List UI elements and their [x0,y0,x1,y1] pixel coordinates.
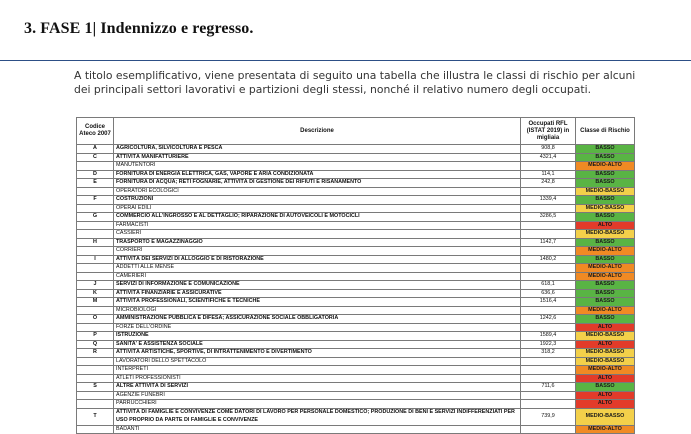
table-row [77,323,635,332]
header-occupied: Occupati RFL (ISTAT 2019) in migliaia [521,118,576,145]
cell-occupied [521,221,576,230]
table-row [77,187,635,196]
cell-ateco-code [77,264,114,273]
cell-risk-class: BASSO [576,289,635,298]
cell-risk-class: MEDIO-BASSO [576,332,635,341]
cell-ateco-code [77,204,114,213]
table-row [77,391,635,400]
cell-occupied [521,425,576,434]
cell-occupied: 1242,6 [521,315,576,324]
table-row [77,374,635,383]
cell-ateco-code [77,230,114,239]
cell-description: FORZE DELL'ORDINE [114,323,521,332]
cell-occupied: 3286,5 [521,213,576,222]
cell-description: OPERATORI ECOLOGICI [114,187,521,196]
table-row [77,204,635,213]
cell-ateco-code [77,272,114,281]
cell-description: ATLETI PROFESSIONISTI [114,374,521,383]
cell-risk-class: MEDIO-BASSO [576,349,635,358]
cell-risk-class: MEDIO-BASSO [576,204,635,213]
cell-description: ISTRUZIONE [114,332,521,341]
cell-occupied [521,323,576,332]
cell-description: MICROBIOLOGI [114,306,521,315]
cell-description: CORRIERI [114,247,521,256]
cell-ateco-code: H [77,238,114,247]
cell-occupied: 1480,2 [521,255,576,264]
cell-risk-class: BASSO [576,383,635,392]
cell-occupied: 4321,4 [521,153,576,162]
table-row [77,230,635,239]
cell-description: ATTIVITÀ MANIFATTURIERE [114,153,521,162]
cell-occupied [521,230,576,239]
cell-description: CASSIERI [114,230,521,239]
table-row [77,349,635,358]
cell-description: FORNITURA DI ENERGIA ELETTRICA, GAS, VAPORE E ARIA CONDIZIONATA [114,170,521,179]
table-row [77,238,635,247]
cell-risk-class: MEDIO-ALTO [576,264,635,273]
cell-risk-class: BASSO [576,153,635,162]
cell-description: ATTIVITÀ DI FAMIGLIE E CONVIVENZE COME DATORI DI LAVORO PER PERSONALE DOMESTICO; PRODUZIONE DI BENI E SERVIZI INDIFFERENZIATI PER USO PROPRIO DA PARTE DI FAMIGLIE E CONVIVENZE [114,408,521,425]
cell-description: ATTIVITÀ FINANZIARIE E ASSICURATIVE [114,289,521,298]
cell-risk-class: BASSO [576,238,635,247]
cell-ateco-code: A [77,145,114,154]
cell-risk-class: MEDIO-ALTO [576,272,635,281]
cell-ateco-code: F [77,196,114,205]
cell-description: FORNITURA DI ACQUA; RETI FOGNARIE, ATTIVITÀ DI GESTIONE DEI RIFIUTI E RISANAMENTO [114,179,521,188]
cell-risk-class: BASSO [576,196,635,205]
cell-ateco-code [77,187,114,196]
cell-risk-class: BASSO [576,170,635,179]
cell-occupied: 242,8 [521,179,576,188]
table-row [77,289,635,298]
cell-ateco-code [77,247,114,256]
cell-ateco-code [77,366,114,375]
cell-description: SERVIZI DI INFORMAZIONE E COMUNICAZIONE [114,281,521,290]
cell-description: PARRUCCHIERI [114,400,521,409]
cell-occupied: 114,1 [521,170,576,179]
cell-ateco-code: M [77,298,114,307]
table-row [77,383,635,392]
table-row [77,272,635,281]
cell-occupied [521,391,576,400]
header-code: Codice Ateco 2007 [77,118,114,145]
cell-occupied: 1339,4 [521,196,576,205]
cell-description: ATTIVITÀ PROFESSIONALI, SCIENTIFICHE E TECNICHE [114,298,521,307]
cell-risk-class: MEDIO-BASSO [576,187,635,196]
cell-risk-class: ALTO [576,391,635,400]
cell-ateco-code: I [77,255,114,264]
cell-ateco-code [77,357,114,366]
cell-ateco-code: S [77,383,114,392]
cell-occupied [521,400,576,409]
intro-paragraph: A titolo esemplificativo, viene presentata di seguito una tabella che illustra le classi di rischio per alcuni dei principali settori lavorativi e partizioni degli stessi, nonché il relativo numero degli occupati. [74,69,636,96]
table-row [77,145,635,154]
table-row [77,255,635,264]
table-row [77,408,635,425]
table-row [77,425,635,434]
risk-table-container [76,117,634,434]
cell-description: COMMERCIO ALL'INGROSSO E AL DETTAGLIO; RIPARAZIONE DI AUTOVEICOLI E MOTOCICLI [114,213,521,222]
cell-ateco-code [77,323,114,332]
cell-risk-class: MEDIO-ALTO [576,425,635,434]
cell-occupied: 711,6 [521,383,576,392]
table-row [77,170,635,179]
cell-description: ATTIVITÀ DEI SERVIZI DI ALLOGGIO E DI RISTORAZIONE [114,255,521,264]
cell-occupied [521,247,576,256]
table-row [77,366,635,375]
cell-description: AGRICOLTURA, SILVICOLTURA E PESCA [114,145,521,154]
table-row [77,213,635,222]
header-description: Descrizione [114,118,521,145]
cell-description: ATTIVITÀ ARTISTICHE, SPORTIVE, DI INTRATTENIMENTO E DIVERTIMENTO [114,349,521,358]
cell-occupied [521,162,576,171]
cell-ateco-code [77,400,114,409]
cell-occupied [521,187,576,196]
cell-description: OPERAI EDILI [114,204,521,213]
cell-risk-class: ALTO [576,221,635,230]
cell-occupied: 1589,4 [521,332,576,341]
table-row [77,264,635,273]
cell-occupied [521,374,576,383]
cell-occupied [521,272,576,281]
table-row [77,340,635,349]
table-row [77,162,635,171]
cell-risk-class: MEDIO-ALTO [576,366,635,375]
table-row [77,315,635,324]
cell-description: AGENZIE FUNEBRI [114,391,521,400]
cell-description: LAVORATORI DELLO SPETTACOLO [114,357,521,366]
cell-occupied: 318,2 [521,349,576,358]
cell-occupied: 1516,4 [521,298,576,307]
table-body [77,145,635,434]
cell-ateco-code: J [77,281,114,290]
cell-risk-class: BASSO [576,281,635,290]
title-divider [0,60,691,61]
cell-ateco-code: O [77,315,114,324]
cell-occupied: 908,8 [521,145,576,154]
cell-ateco-code: E [77,179,114,188]
cell-risk-class: BASSO [576,145,635,154]
cell-description: ALTRE ATTIVITÀ DI SERVIZI [114,383,521,392]
cell-description: FARMACISTI [114,221,521,230]
cell-description: MANUTENTORI [114,162,521,171]
cell-ateco-code [77,162,114,171]
table-row [77,221,635,230]
cell-risk-class: ALTO [576,400,635,409]
cell-occupied: 618,1 [521,281,576,290]
cell-risk-class: MEDIO-ALTO [576,247,635,256]
table-row [77,298,635,307]
cell-description: AMMINISTRAZIONE PUBBLICA E DIFESA; ASSICURAZIONE SOCIALE OBBLIGATORIA [114,315,521,324]
cell-risk-class: ALTO [576,374,635,383]
table-row [77,332,635,341]
cell-occupied [521,264,576,273]
table-row [77,179,635,188]
table-header-row [77,118,635,145]
table-row [77,247,635,256]
table-row [77,357,635,366]
table-row [77,400,635,409]
cell-ateco-code [77,306,114,315]
cell-description: INTERPRETI [114,366,521,375]
cell-risk-class: BASSO [576,213,635,222]
page-title: 3. FASE 1| Indennizzo e regresso. [24,20,254,37]
cell-ateco-code: R [77,349,114,358]
cell-description: ADDETTI ALLE MENSE [114,264,521,273]
cell-occupied: 636,6 [521,289,576,298]
cell-description: TRASPORTO E MAGAZZINAGGIO [114,238,521,247]
cell-ateco-code: K [77,289,114,298]
cell-risk-class: BASSO [576,179,635,188]
cell-ateco-code: C [77,153,114,162]
header-risk-class: Classe di Rischio [576,118,635,145]
cell-ateco-code [77,425,114,434]
cell-description: CAMERIERI [114,272,521,281]
cell-ateco-code: G [77,213,114,222]
cell-risk-class: MEDIO-BASSO [576,357,635,366]
table-row [77,306,635,315]
risk-class-table [76,117,635,434]
cell-ateco-code [77,391,114,400]
cell-ateco-code: P [77,332,114,341]
cell-occupied [521,204,576,213]
cell-risk-class: BASSO [576,255,635,264]
cell-occupied [521,366,576,375]
cell-occupied: 1922,3 [521,340,576,349]
cell-risk-class: MEDIO-BASSO [576,230,635,239]
cell-ateco-code: D [77,170,114,179]
cell-occupied [521,357,576,366]
cell-description: SANITA' E ASSISTENZA SOCIALE [114,340,521,349]
table-row [77,196,635,205]
cell-risk-class: MEDIO-ALTO [576,162,635,171]
cell-risk-class: BASSO [576,298,635,307]
cell-occupied: 739,9 [521,408,576,425]
cell-occupied: 1142,7 [521,238,576,247]
cell-risk-class: ALTO [576,340,635,349]
table-row [77,153,635,162]
cell-risk-class: MEDIO-BASSO [576,408,635,425]
cell-description: COSTRUZIONI [114,196,521,205]
cell-occupied [521,306,576,315]
table-row [77,281,635,290]
cell-ateco-code [77,374,114,383]
cell-risk-class: MEDIO-ALTO [576,306,635,315]
cell-ateco-code [77,221,114,230]
cell-risk-class: ALTO [576,323,635,332]
cell-description: BADANTI [114,425,521,434]
cell-ateco-code: T [77,408,114,425]
cell-ateco-code: Q [77,340,114,349]
cell-risk-class: BASSO [576,315,635,324]
